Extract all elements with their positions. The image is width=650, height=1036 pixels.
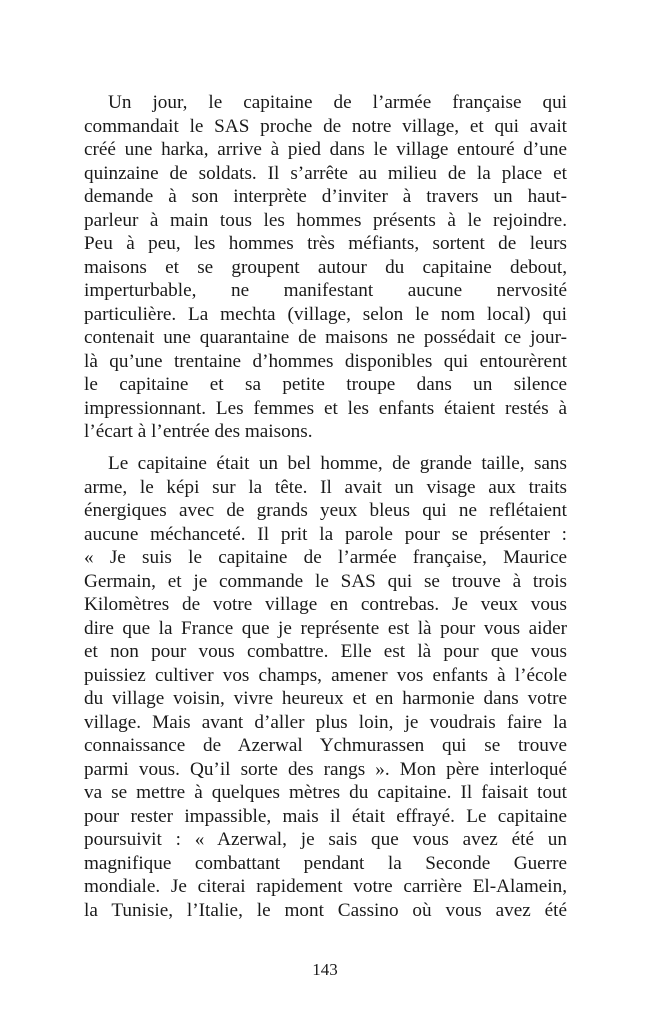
text-line: parleur à main tous les hommes présents à le rejoindre. <box>84 209 567 231</box>
text-line: imperturbable, ne manifestant aucune nervosité <box>84 280 567 301</box>
text-line: puissiez cultiver vos champs, amener vos enfants à l’école <box>84 664 567 686</box>
text-line: et non pour vous combattre. Elle est là pour que vous <box>84 641 567 662</box>
paragraph <box>84 91 567 444</box>
text-line: le capitaine et sa petite troupe dans un silence <box>84 374 567 395</box>
text-line: Le capitaine était un bel homme, de grande taille, sans <box>108 453 567 474</box>
text-line: contenait une quarantaine de maisons ne possédait ce jour- <box>84 327 567 348</box>
text-line: connaissance de Azerwal Ychmurassen qui se trouve <box>84 735 567 756</box>
text-line: du village voisin, vivre heureux et en harmonie dans votre <box>84 688 567 709</box>
text-line: dire que la France que je représente est là pour vous aider <box>84 617 567 639</box>
page-number: 143 <box>312 960 338 979</box>
text-line: Un jour, le capitaine de l’armée française qui <box>108 92 567 113</box>
text-line: Kilomètres de votre village en contrebas. Je veux vous <box>84 594 567 615</box>
text-line: énergiques avec de grands yeux bleus qui ne reflétaient <box>84 500 567 521</box>
text-line: « Je suis le capitaine de l’armée française, Maurice <box>84 547 567 568</box>
paragraph <box>84 452 567 922</box>
text-line: quinzaine de soldats. Il s’arrête au milieu de la place et <box>84 162 567 184</box>
text-line: commandait le SAS proche de notre village, et qui avait <box>84 115 567 137</box>
text-line: pour rester impassible, mais il était effrayé. Le capitaine <box>84 805 567 827</box>
text-line: poursuivit : « Azerwal, je sais que vous avez été un <box>84 829 567 850</box>
text-line: mondiale. Je citerai rapidement votre carrière El-Alamein, <box>84 876 567 897</box>
text-line: village. Mais avant d’aller plus loin, je voudrais faire la <box>84 711 567 733</box>
text-line: créé une harka, arrive à pied dans le village entouré d’une <box>84 139 567 160</box>
text-line: la Tunisie, l’Italie, le mont Cassino où vous avez été <box>84 899 567 921</box>
text-line: parmi vous. Qu’il sorte des rangs ». Mon père interloqué <box>84 758 567 780</box>
text-line: Peu à peu, les hommes très méfiants, sortent de leurs <box>84 233 567 254</box>
text-line: va se mettre à quelques mètres du capitaine. Il faisait tout <box>84 782 567 803</box>
body-text <box>84 91 567 931</box>
text-line: Germain, et je commande le SAS qui se trouve à trois <box>84 570 567 592</box>
text-line: l’écart à l’entrée des maisons. <box>84 421 313 442</box>
text-line: magnifique combattant pendant la Seconde Guerre <box>84 852 567 874</box>
text-line: particulière. La mechta (village, selon le nom local) qui <box>84 303 567 325</box>
text-line: demande à son interprète d’inviter à travers un haut- <box>84 186 567 207</box>
text-line: impressionnant. Les femmes et les enfants étaient restés à <box>84 397 567 419</box>
text-line: arme, le képi sur la tête. Il avait un visage aux traits <box>84 476 567 498</box>
text-line: là qu’une trentaine d’hommes disponibles qui entourèrent <box>84 350 567 372</box>
text-line: maisons et se groupent autour du capitaine debout, <box>84 256 567 278</box>
text-line: aucune méchanceté. Il prit la parole pour se présenter : <box>84 523 567 545</box>
